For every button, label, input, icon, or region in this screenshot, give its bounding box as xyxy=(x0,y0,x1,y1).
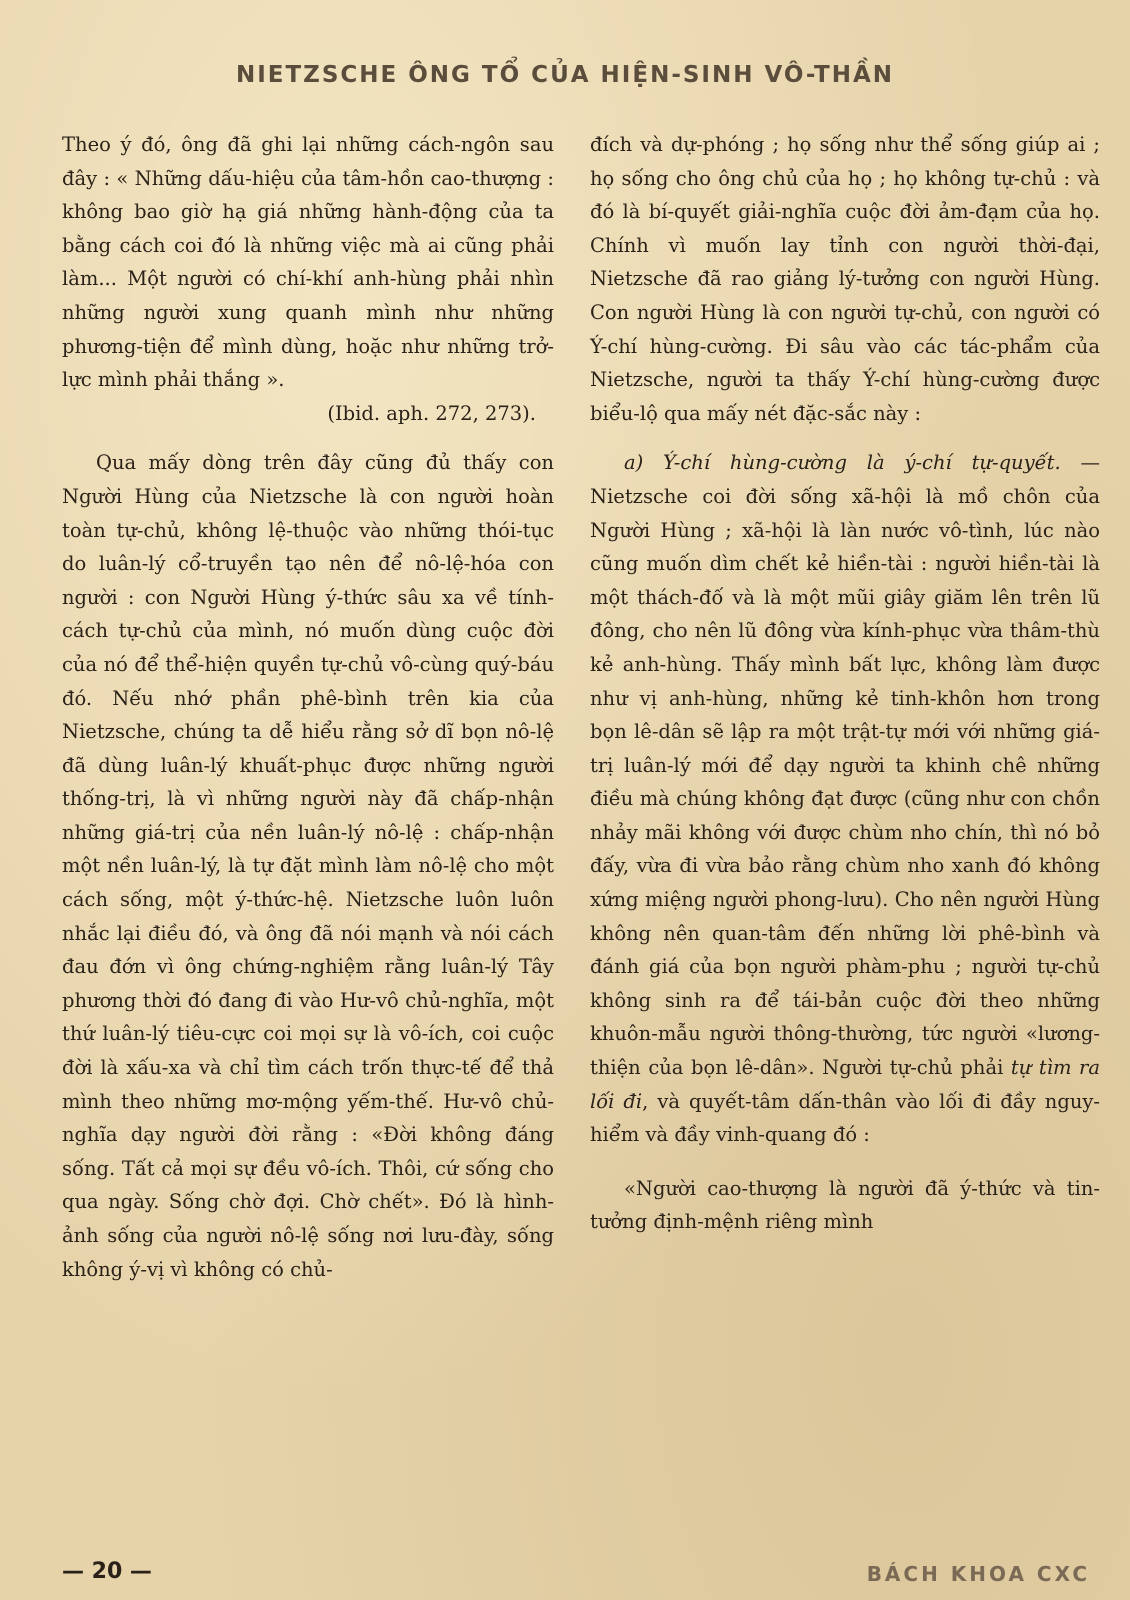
section-text: — Nietzsche coi đời sống xã-hội là mồ chôn của Người Hùng ; xã-hội là làn nước vô-tình, lúc nào cũng muốn dìm chết kẻ hiền-tài : người hiền-tài là một thách-đố và là một mũi giây giăm lên trên lũ đông, cho nên lũ đông vừa kính-phục vừa thâm-thù kẻ anh-hùng. Thấy mình bất lực, không làm được như vị anh-hùng, những kẻ tinh-khôn hơn trong bọn lê-dân sẽ lập ra một trật-tự mới với những giá-trị luân-lý mới để dạy người ta khinh chê những điều mà chúng không đạt được (cũng như con chồn nhảy mãi không với được chùm nho chín, thì nó bỏ đấy, vừa đi vừa bảo rằng chùm nho xanh đó không xứng miệng người phong-lưu). Cho nên người Hùng không nên quan-tâm đến những lời phê-bình và đánh giá của bọn người phàm-phu ; người tự-chủ không sinh ra để tái-bản cuộc đời theo những khuôn-mẫu người thông-thường, tức người «lương-thiện của bọn lê-dân». Người tự-chủ phải xyxy=(590,451,1100,1080)
publication-name: BÁCH KHOA CXC xyxy=(866,1562,1090,1586)
citation: (Ibid. aph. 272, 273). xyxy=(327,401,536,425)
page-number: — 20 — xyxy=(62,1559,152,1584)
paragraph-aphorisms: Theo ý đó, ông đã ghi lại những cách-ngôn sau đây : « Những dấu-hiệu của tâm-hồn cao-thượng : không bao giờ hạ giá những hành-động của ta bằng cách coi đó là những việc mà ai cũng phải làm... Một người có chí-khí anh-hùng phải nhìn những người xung quanh mình như những phương-tiện để mình dùng, hoặc như những trở-lực mình phải thắng ». xyxy=(62,133,554,392)
paragraph-hero: Qua mấy dòng trên đây cũng đủ thấy con Người Hùng của Nietzsche là con người hoàn toàn tự-chủ, không lệ-thuộc vào những thói-tục do luân-lý cổ-truyền tạo nên để nô-lệ-hóa con người : con Người Hùng ý-thức sâu xa về tính-cách tự-chủ của mình, nó muốn dùng cuộc đời của nó để thể-hiện quyền tự-chủ vô-cùng quý-báu đó. Nếu nhớ phần phê-bình trên kia của Nietzsche, chúng ta dễ hiểu rằng sở dĩ bọn nô-lệ đã dùng luân-lý khuất-phục được những người thống-trị, là vì những người này đã chấp-nhận những giá-trị của nền luân-lý nô-lệ : chấp-nhận một nền luân-lý, là tự đặt mình làm nô-lệ cho một cách sống, một ý-thức-hệ. Nietzsche luôn luôn nhắc lại điều đó, và ông đã nói mạnh và nói cách đau đớn vì ông chứng-nghiệm rằng luân-lý Tây phương thời đó đang đi vào Hư-vô chủ-nghĩa, một thứ luân-lý tiêu-cực coi mọi sự là vô-ích, coi cuộc đời là xấu-xa và chỉ tìm cách trốn thực-tế để thả mình theo những mơ-mộng yếm-thế. Hư-vô chủ-nghĩa dạy người đời rằng : «Đời không đáng sống. Tất cả mọi sự đều vô-ích. Thôi, cứ sống cho qua ngày. Sống chờ đợi. Chờ chết». Đó là hình-ảnh sống của người nô-lệ sống nơi lưu-đày, sống không ý-vị vì không có chủ- xyxy=(62,451,554,1281)
left-column xyxy=(62,128,554,1286)
paragraph-self-determination xyxy=(590,446,1100,1151)
quotation: «Người cao-thượng là người đã ý-thức và tin-tưởng định-mệnh riêng mình xyxy=(590,1176,1100,1234)
section-label: a) Ý-chí hùng-cường là ý-chí tự-quyết. xyxy=(624,451,1061,475)
paragraph-continuation: đích và dự-phóng ; họ sống như thể sống giúp ai ; họ sống cho ông chủ của họ ; họ không tự-chủ : và đó là bí-quyết giải-nghĩa cuộc đời ảm-đạm của họ. Chính vì muốn lay tỉnh con người thời-đại, Nietzsche đã rao giảng lý-tưởng con người Hùng. Con người Hùng là con người tự-chủ, con người có Ý-chí hùng-cường. Đi sâu vào các tác-phẩm của Nietzsche, người ta thấy Ý-chí hùng-cường được biểu-lộ qua mấy nét đặc-sắc này : xyxy=(590,133,1100,425)
emphasis-text: tự tìm ra lối đi xyxy=(590,1056,1100,1113)
section-tail: , và quyết-tâm dấn-thân vào lối đi đầy nguy-hiểm và đầy vinh-quang đó : xyxy=(590,1089,1100,1147)
right-column xyxy=(590,128,1100,1239)
running-header: NIETZSCHE ÔNG TỔ CỦA HIỆN-SINH VÔ-THẦN xyxy=(235,62,895,88)
